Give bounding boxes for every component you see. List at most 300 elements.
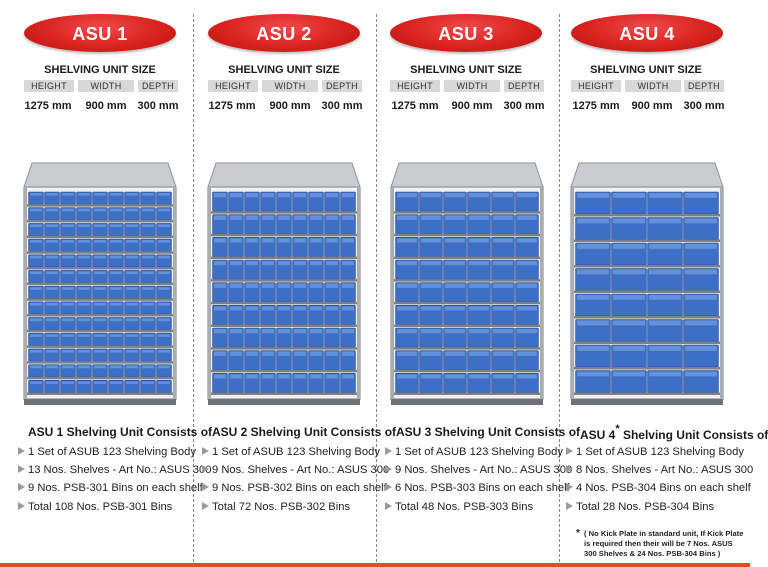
bin-label-window	[94, 319, 106, 322]
width-value: 900 mm	[631, 100, 673, 112]
bin-label-window	[158, 350, 170, 353]
bin-label-window	[62, 193, 74, 196]
kick-plate	[24, 399, 176, 405]
bin-label-window	[278, 329, 290, 333]
bin-label-window	[158, 366, 170, 369]
bin-label-window	[62, 303, 74, 306]
size-title: SHELVING UNIT SIZE	[44, 64, 156, 76]
bin-label-window	[230, 284, 242, 288]
shelf	[211, 211, 357, 214]
bin-label-window	[78, 193, 90, 196]
bin-label-window	[30, 271, 42, 274]
width-header: WIDTH	[262, 80, 318, 92]
bin-label-window	[62, 209, 74, 212]
bin-label-window	[30, 303, 42, 306]
shelf	[211, 370, 357, 373]
bin-label-window	[310, 352, 322, 356]
bin-label-window	[142, 271, 154, 274]
bin-label-window	[342, 193, 354, 197]
bin-label-window	[278, 216, 290, 220]
bin-label-window	[262, 329, 274, 333]
bin-label-window	[230, 216, 242, 220]
bin-label-window	[142, 240, 154, 243]
bin-label-window	[613, 270, 645, 275]
bin-label-window	[310, 216, 322, 220]
bin-label-window	[493, 352, 513, 356]
bin-label-window	[294, 352, 306, 356]
shelf	[27, 377, 173, 380]
bin-label-window	[46, 334, 58, 337]
bin-label-window	[110, 240, 122, 243]
bin-label-window	[126, 334, 138, 337]
bin-label-window	[326, 284, 338, 288]
bin-label-window	[262, 306, 274, 310]
bin-label-window	[577, 321, 609, 326]
bin-label-window	[294, 374, 306, 378]
bin-label-window	[469, 306, 489, 310]
bin-label-window	[158, 334, 170, 337]
bin-label-window	[110, 303, 122, 306]
height-value: 1275 mm	[208, 100, 256, 112]
bin-label-window	[397, 193, 417, 197]
bin-label-window	[142, 209, 154, 212]
unit-badge: ASU 1	[24, 14, 176, 52]
footnote-star: *	[615, 423, 620, 435]
bin-label-window	[94, 224, 106, 227]
bin-label-window	[517, 374, 537, 378]
bin-label-window	[110, 319, 122, 322]
bin-label-window	[246, 306, 258, 310]
bin-label-window	[142, 334, 154, 337]
bin-label-window	[94, 287, 106, 290]
bin-label-window	[577, 295, 609, 300]
shelf	[574, 316, 720, 319]
bin-label-window	[326, 306, 338, 310]
depth-header: DEPTH	[504, 80, 544, 92]
bin-label-window	[62, 224, 74, 227]
shelf	[211, 325, 357, 328]
bin-label-window	[649, 321, 681, 326]
bin-label-window	[78, 256, 90, 259]
bin-label-window	[278, 284, 290, 288]
list-item: 4 Nos. PSB-304 Bins on each shelf	[566, 482, 751, 494]
bin-label-window	[310, 238, 322, 242]
bin-label-window	[30, 287, 42, 290]
kick-plate	[571, 399, 723, 405]
bin-label-window	[310, 261, 322, 265]
footnote: * ( No Kick Plate in standard unit, If Kick Plate is required then their will be 7 Nos. ASUS 300 Shelves & 24 Nos. PSB-304 Bins )	[576, 528, 744, 558]
bin-label-window	[421, 374, 441, 378]
bin-label-window	[469, 216, 489, 220]
shelving-unit-illustration	[569, 163, 725, 407]
bin-label-window	[421, 238, 441, 242]
bin-label-window	[649, 193, 681, 198]
bin-label-window	[613, 219, 645, 224]
bin-label-window	[94, 209, 106, 212]
bin-label-window	[445, 284, 465, 288]
bin-label-window	[262, 374, 274, 378]
bin-label-window	[326, 352, 338, 356]
bin-label-window	[294, 216, 306, 220]
bin-label-window	[685, 270, 717, 275]
left-post	[571, 187, 574, 399]
bin-label-window	[469, 352, 489, 356]
bin-label-window	[126, 319, 138, 322]
bin-label-window	[46, 319, 58, 322]
bin-label-window	[110, 350, 122, 353]
shelf	[27, 267, 173, 270]
depth-value: 300 mm	[683, 100, 725, 112]
bin-label-window	[214, 238, 226, 242]
bin-label-window	[577, 193, 609, 198]
depth-header: DEPTH	[322, 80, 362, 92]
bin-label-window	[445, 374, 465, 378]
bin-label-window	[326, 261, 338, 265]
bin-label-window	[158, 209, 170, 212]
bin-label-window	[158, 240, 170, 243]
bin-label-window	[294, 284, 306, 288]
bin-label-window	[342, 216, 354, 220]
bin-label-window	[126, 193, 138, 196]
bin-label-window	[126, 350, 138, 353]
width-value: 900 mm	[85, 100, 127, 112]
bin-label-window	[326, 193, 338, 197]
bin-label-window	[342, 306, 354, 310]
bin-label-window	[78, 224, 90, 227]
bin-label-window	[78, 350, 90, 353]
shelf	[27, 298, 173, 301]
height-value: 1275 mm	[572, 100, 620, 112]
depth-value: 300 mm	[503, 100, 545, 112]
shelf	[394, 211, 540, 214]
bin-label-window	[342, 284, 354, 288]
bin-label-window	[493, 329, 513, 333]
right-post	[720, 187, 723, 399]
height-header: HEIGHT	[208, 80, 258, 92]
column-divider	[193, 14, 194, 562]
list-item: 9 Nos. PSB-301 Bins on each shelf	[18, 482, 203, 494]
shelving-unit-illustration	[389, 163, 545, 407]
bin-label-window	[62, 366, 74, 369]
bin-label-window	[397, 238, 417, 242]
unit-top	[24, 163, 176, 187]
bin-label-window	[445, 216, 465, 220]
depth-value: 300 mm	[137, 100, 179, 112]
shelf	[27, 204, 173, 207]
consists-title: ASU 4* Shelving Unit Consists of	[580, 423, 768, 442]
bin-label-window	[230, 306, 242, 310]
bin-label-window	[310, 329, 322, 333]
shelf	[27, 236, 173, 239]
list-item: 1 Set of ASUB 123 Shelving Body	[385, 446, 563, 458]
bin-label-window	[46, 209, 58, 212]
height-value: 1275 mm	[24, 100, 72, 112]
bin-label-window	[278, 352, 290, 356]
bin-label-window	[126, 224, 138, 227]
bin-label-window	[294, 306, 306, 310]
bin-label-window	[46, 256, 58, 259]
bin-label-window	[214, 284, 226, 288]
bin-label-window	[110, 193, 122, 196]
size-title: SHELVING UNIT SIZE	[228, 64, 340, 76]
bin-label-window	[397, 284, 417, 288]
bin-label-window	[613, 346, 645, 351]
bin-label-window	[310, 306, 322, 310]
list-item: 8 Nos. Shelves - Art No.: ASUS 300	[566, 464, 753, 476]
bin-label-window	[126, 240, 138, 243]
bin-label-window	[62, 287, 74, 290]
bin-label-window	[278, 306, 290, 310]
consists-title: ASU 1 Shelving Unit Consists of	[28, 425, 213, 439]
bin-label-window	[110, 271, 122, 274]
kick-plate	[391, 399, 543, 405]
bin-label-window	[142, 350, 154, 353]
bin-label-window	[142, 303, 154, 306]
bin-label-window	[310, 284, 322, 288]
bin-label-window	[397, 374, 417, 378]
bin-label-window	[517, 329, 537, 333]
bin-label-window	[577, 372, 609, 377]
bin-label-window	[577, 270, 609, 275]
left-post	[391, 187, 394, 399]
bin-label-window	[94, 303, 106, 306]
bin-label-window	[110, 209, 122, 212]
bin-label-window	[445, 238, 465, 242]
bin-label-window	[214, 352, 226, 356]
bin-label-window	[62, 256, 74, 259]
bin-label-window	[326, 216, 338, 220]
bin-label-window	[421, 261, 441, 265]
width-header: WIDTH	[78, 80, 134, 92]
bin-label-window	[126, 287, 138, 290]
shelf	[574, 265, 720, 268]
bin-label-window	[445, 352, 465, 356]
bin-label-window	[421, 306, 441, 310]
bin-label-window	[110, 334, 122, 337]
bin-label-window	[46, 381, 58, 384]
bin-label-window	[158, 224, 170, 227]
list-item: 13 Nos. Shelves - Art No.: ASUS 300	[18, 464, 211, 476]
right-post	[357, 187, 360, 399]
height-header: HEIGHT	[390, 80, 440, 92]
bin-label-window	[262, 193, 274, 197]
bin-label-window	[262, 216, 274, 220]
shelving-unit-illustration	[22, 163, 178, 407]
bin-label-window	[278, 261, 290, 265]
bin-label-window	[78, 381, 90, 384]
bin-label-window	[421, 352, 441, 356]
bin-label-window	[158, 256, 170, 259]
bin-label-window	[517, 306, 537, 310]
bin-label-window	[126, 209, 138, 212]
bin-label-window	[30, 319, 42, 322]
bin-label-window	[46, 303, 58, 306]
height-value: 1275 mm	[391, 100, 439, 112]
bin-label-window	[278, 238, 290, 242]
bin-label-window	[142, 224, 154, 227]
bin-label-window	[326, 374, 338, 378]
width-header: WIDTH	[444, 80, 500, 92]
bin-label-window	[214, 306, 226, 310]
bin-label-window	[126, 381, 138, 384]
shelf	[211, 234, 357, 237]
bin-label-window	[649, 295, 681, 300]
bin-label-window	[62, 334, 74, 337]
bin-label-window	[310, 193, 322, 197]
bin-label-window	[577, 219, 609, 224]
bin-label-window	[517, 261, 537, 265]
shelf	[211, 347, 357, 350]
bin-label-window	[110, 287, 122, 290]
bin-label-window	[230, 261, 242, 265]
list-item: 1 Set of ASUB 123 Shelving Body	[202, 446, 380, 458]
shelf	[574, 342, 720, 345]
bin-label-window	[613, 295, 645, 300]
bin-label-window	[142, 287, 154, 290]
bin-label-window	[142, 193, 154, 196]
shelf	[27, 251, 173, 254]
bin-label-window	[94, 193, 106, 196]
shelf	[27, 314, 173, 317]
list-item: Total 72 Nos. PSB-302 Bins	[202, 501, 350, 513]
unit-badge: ASU 2	[208, 14, 360, 52]
shelf	[211, 257, 357, 260]
bin-label-window	[246, 284, 258, 288]
list-item: Total 28 Nos. PSB-304 Bins	[566, 501, 714, 513]
list-item: 9 Nos. Shelves - Art No.: ASUS 300	[202, 464, 389, 476]
bin-label-window	[685, 372, 717, 377]
bin-label-window	[30, 256, 42, 259]
bin-label-window	[342, 329, 354, 333]
shelf	[394, 347, 540, 350]
bin-label-window	[94, 381, 106, 384]
bin-label-window	[517, 284, 537, 288]
bin-label-window	[46, 366, 58, 369]
width-value: 900 mm	[269, 100, 311, 112]
list-item: 9 Nos. Shelves - Art No.: ASUS 300	[385, 464, 572, 476]
bin-label-window	[94, 240, 106, 243]
bin-label-window	[246, 261, 258, 265]
size-title: SHELVING UNIT SIZE	[410, 64, 522, 76]
bin-label-window	[30, 334, 42, 337]
bin-label-window	[78, 287, 90, 290]
bin-label-window	[94, 256, 106, 259]
shelf	[27, 345, 173, 348]
shelf	[574, 367, 720, 370]
bin-label-window	[613, 321, 645, 326]
bin-label-window	[445, 193, 465, 197]
size-title: SHELVING UNIT SIZE	[590, 64, 702, 76]
bin-label-window	[613, 372, 645, 377]
bin-label-window	[493, 306, 513, 310]
shelf	[211, 302, 357, 305]
shelf	[27, 393, 173, 396]
bottom-accent-line	[0, 563, 750, 567]
bin-label-window	[246, 193, 258, 197]
bin-label-window	[421, 193, 441, 197]
bin-label-window	[158, 193, 170, 196]
bin-label-window	[230, 329, 242, 333]
bin-label-window	[78, 271, 90, 274]
bin-label-window	[517, 352, 537, 356]
bin-label-window	[142, 381, 154, 384]
shelf	[574, 240, 720, 243]
bin-label-window	[142, 319, 154, 322]
bin-label-window	[262, 284, 274, 288]
bin-label-window	[230, 374, 242, 378]
consists-title: ASU 3 Shelving Unit Consists of	[396, 425, 581, 439]
bin-label-window	[445, 329, 465, 333]
bin-label-window	[30, 350, 42, 353]
shelf	[211, 279, 357, 282]
list-item: 9 Nos. PSB-302 Bins on each shelf	[202, 482, 387, 494]
shelf	[394, 302, 540, 305]
unit-top	[571, 163, 723, 187]
bin-label-window	[46, 240, 58, 243]
bin-label-window	[326, 238, 338, 242]
bin-label-window	[649, 270, 681, 275]
bin-label-window	[294, 329, 306, 333]
bin-label-window	[649, 372, 681, 377]
list-item: Total 48 Nos. PSB-303 Bins	[385, 501, 533, 513]
unit-badge: ASU 4	[571, 14, 723, 52]
bin-label-window	[142, 256, 154, 259]
left-post	[24, 187, 27, 399]
kick-plate	[208, 399, 360, 405]
shelf	[211, 393, 357, 396]
bin-label-window	[262, 261, 274, 265]
bin-label-window	[397, 352, 417, 356]
bin-label-window	[246, 352, 258, 356]
bin-label-window	[110, 366, 122, 369]
shelf	[574, 393, 720, 396]
bin-label-window	[78, 240, 90, 243]
bin-label-window	[62, 240, 74, 243]
bin-label-window	[142, 366, 154, 369]
bin-label-window	[294, 238, 306, 242]
bin-label-window	[445, 261, 465, 265]
right-post	[173, 187, 176, 399]
bin-label-window	[230, 193, 242, 197]
bin-label-window	[214, 216, 226, 220]
shelf	[394, 370, 540, 373]
bin-label-window	[158, 319, 170, 322]
bin-label-window	[126, 256, 138, 259]
bin-label-window	[30, 381, 42, 384]
bin-label-window	[517, 193, 537, 197]
bin-label-window	[342, 352, 354, 356]
unit-badge: ASU 3	[390, 14, 542, 52]
bin-label-window	[493, 261, 513, 265]
bin-label-window	[469, 193, 489, 197]
bin-label-window	[685, 295, 717, 300]
bin-label-window	[342, 374, 354, 378]
bin-label-window	[30, 209, 42, 212]
bin-label-window	[46, 350, 58, 353]
bin-label-window	[493, 374, 513, 378]
right-post	[540, 187, 543, 399]
bin-label-window	[278, 374, 290, 378]
left-post	[208, 187, 211, 399]
bin-label-window	[493, 238, 513, 242]
bin-label-window	[62, 381, 74, 384]
bin-label-window	[577, 346, 609, 351]
bin-label-window	[158, 381, 170, 384]
height-header: HEIGHT	[24, 80, 74, 92]
bin-label-window	[94, 350, 106, 353]
consists-title: ASU 2 Shelving Unit Consists of	[212, 425, 397, 439]
bin-label-window	[158, 303, 170, 306]
